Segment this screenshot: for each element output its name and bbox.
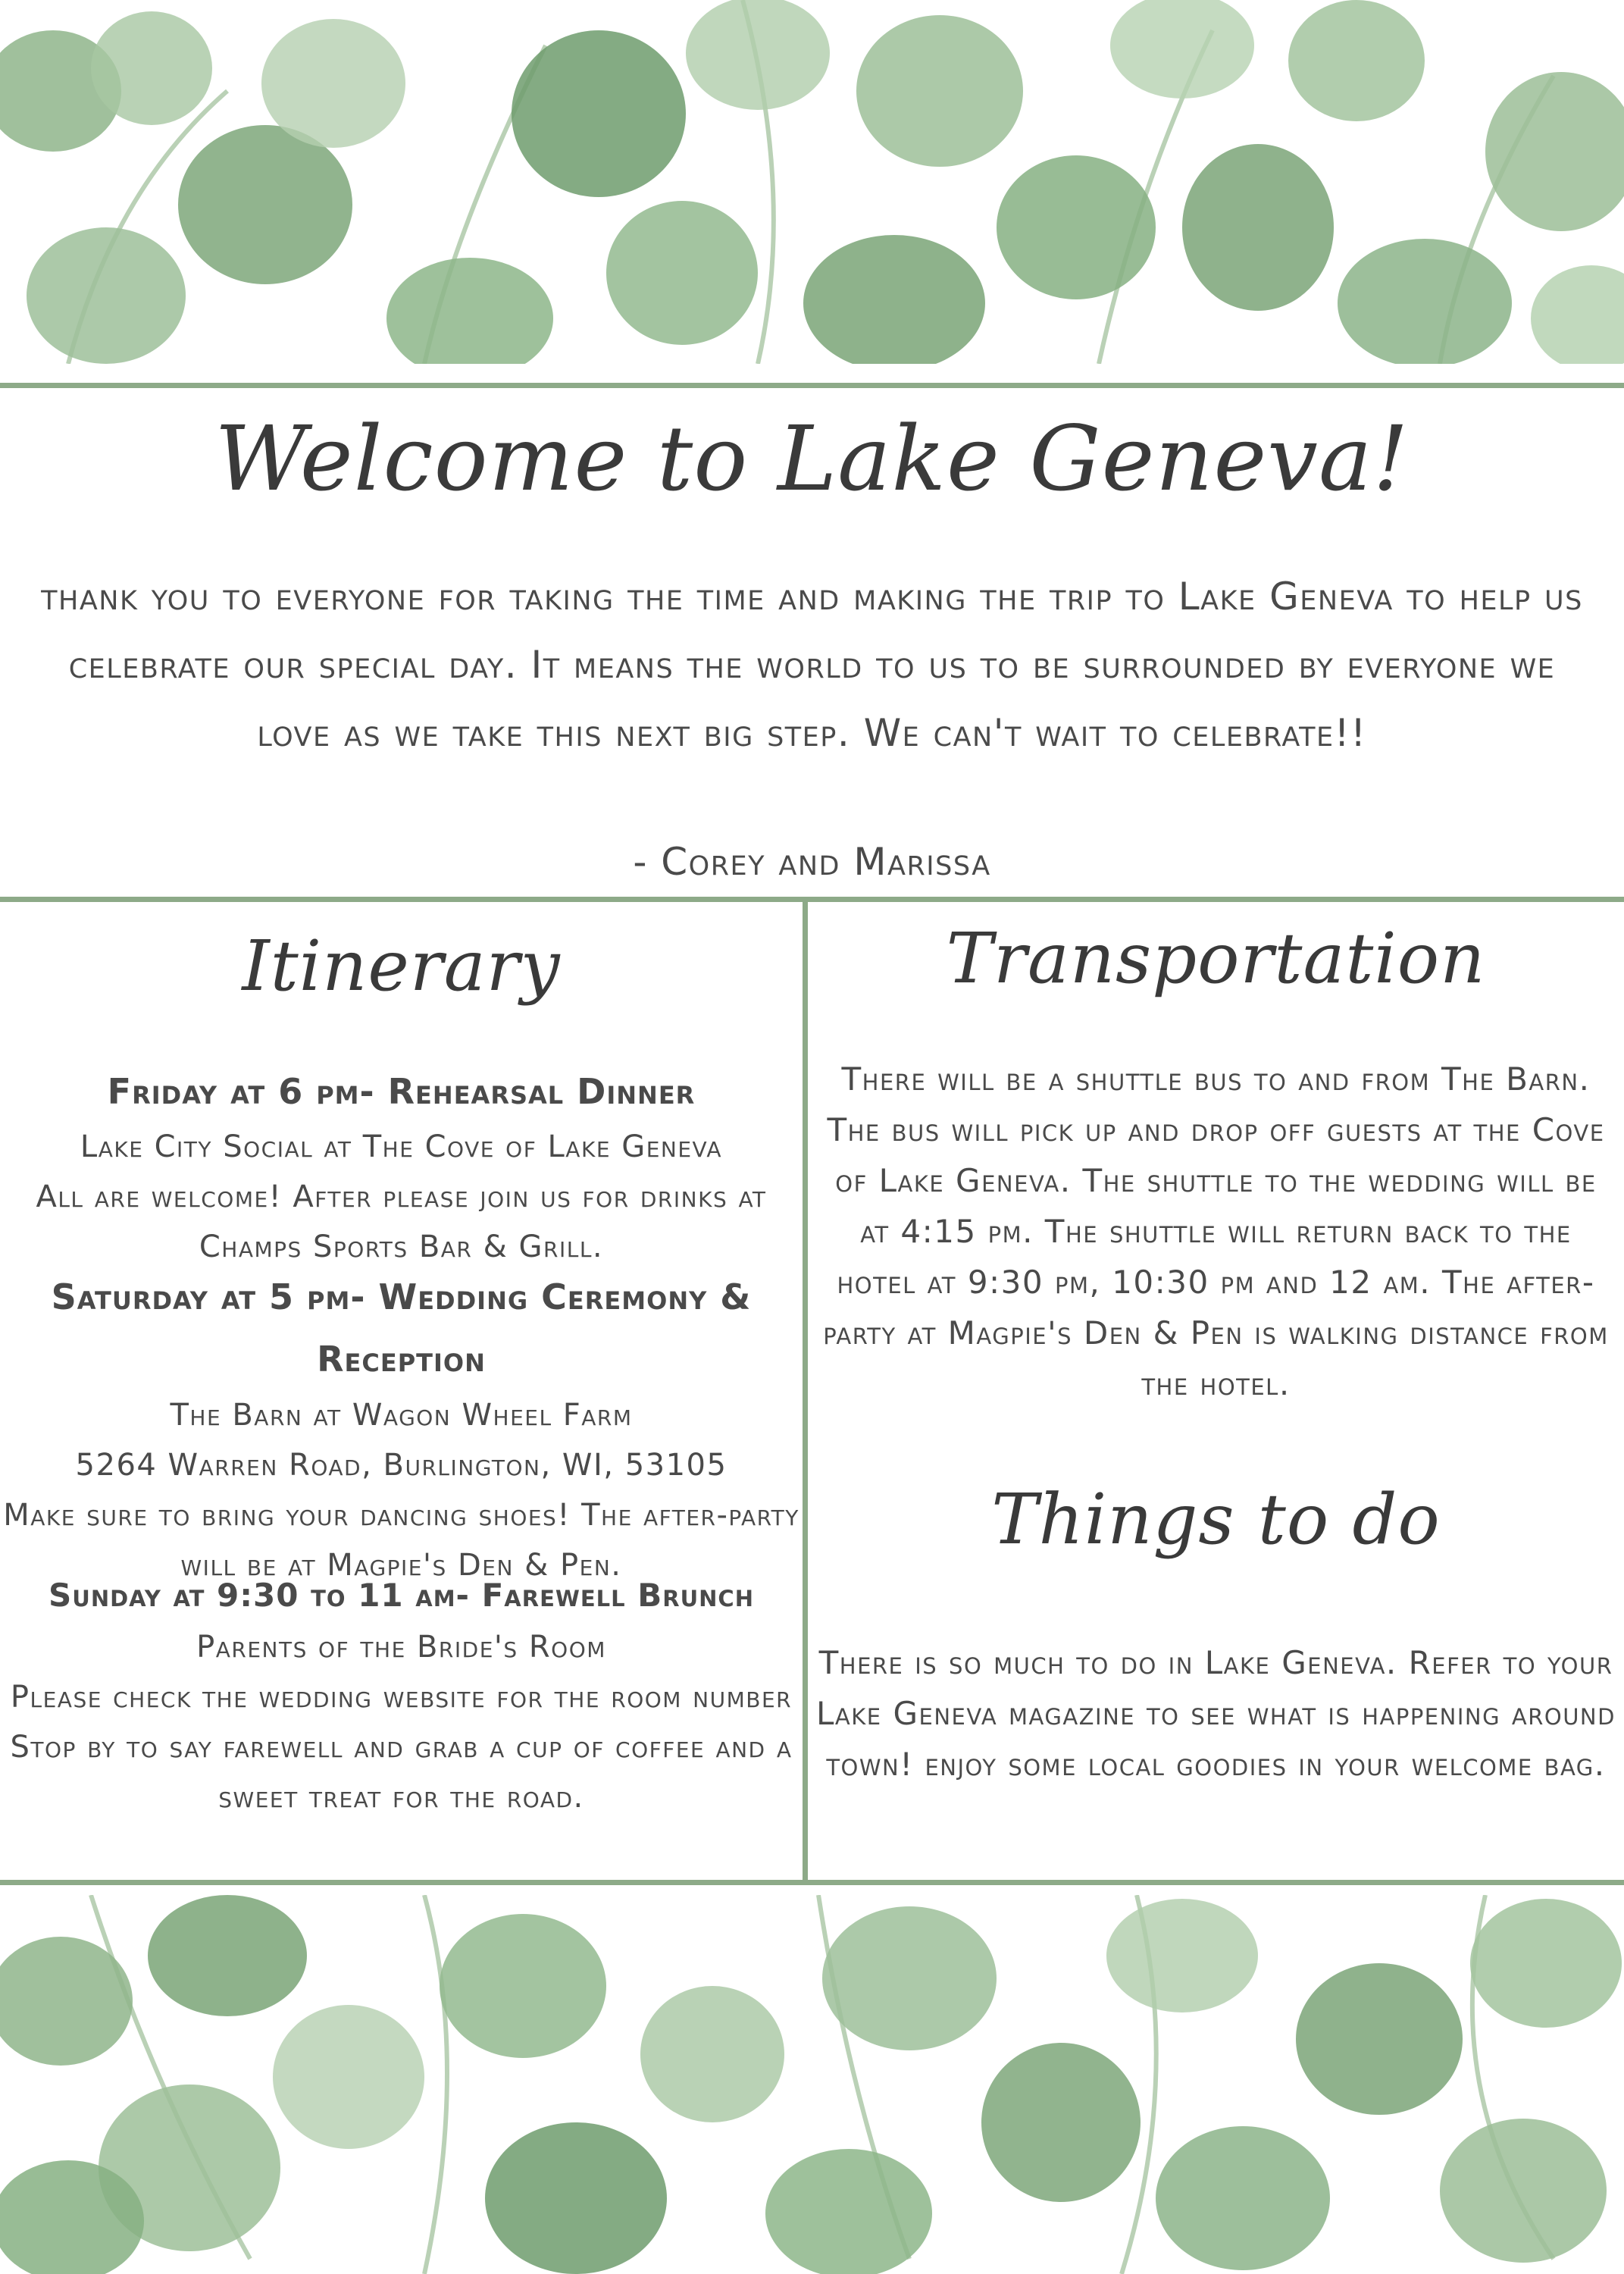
welcome-message: thank you to everyone for taking the time and making the trip to Lake Geneva to help us celebrate our special day. It means the world to us to be surrounded by everyone we love as we take this next big step. We can't wait to celebrate!! xyxy=(41,575,1583,755)
welcome-signature: - Corey and Marissa xyxy=(633,840,991,884)
event-saturday xyxy=(0,1266,803,1590)
event-friday xyxy=(0,1061,803,1272)
divider-middle xyxy=(0,897,1624,902)
itinerary-section xyxy=(0,902,803,1880)
itinerary-heading: Itinerary xyxy=(242,926,561,1007)
eucalyptus-leaves-bottom xyxy=(0,1895,1624,2274)
event-sunday xyxy=(0,1569,803,1822)
event-title: Saturday at 5 pm- Wedding Ceremony & Reception xyxy=(51,1276,752,1380)
transportation-heading: Transportation xyxy=(946,918,1486,999)
leaf-pattern-top xyxy=(0,0,1624,364)
things-to-do-text: There is so much to do in Lake Geneva. Refer to your Lake Geneva magazine to see what is happening around town! enjoy some local goodies in your welcome bag. xyxy=(816,1644,1616,1783)
event-detail: Parents of the Bride's Room xyxy=(196,1630,606,1665)
event-detail: 5264 Warren Road, Burlington, WI, 53105 xyxy=(75,1448,728,1483)
things-to-do-heading: Things to do xyxy=(991,1479,1441,1560)
event-detail: Lake City Social at The Cove of Lake Geneva xyxy=(80,1129,723,1164)
eucalyptus-leaves-top xyxy=(0,0,1624,364)
event-detail: The Barn at Wagon Wheel Farm xyxy=(170,1398,633,1433)
column-divider xyxy=(803,899,808,1882)
event-title: Friday at 6 pm- Rehearsal Dinner xyxy=(107,1071,696,1112)
leaf-pattern-bottom xyxy=(0,1895,1624,2274)
welcome-section xyxy=(0,388,1624,897)
info-section xyxy=(808,902,1624,1880)
event-detail: Stop by to say farewell and grab a cup of coffee and a sweet treat for the road. xyxy=(10,1730,793,1815)
divider-bottom xyxy=(0,1880,1624,1885)
divider-top xyxy=(0,383,1624,388)
event-detail: Please check the wedding website for the room number xyxy=(10,1680,793,1715)
welcome-title: Welcome to Lake Geneva! xyxy=(214,406,1410,511)
event-title: Sunday at 9:30 to 11 am- Farewell Brunch xyxy=(49,1577,754,1614)
event-detail: Make sure to bring your dancing shoes! The after-party will be at Magpie's Den & Pen. xyxy=(3,1498,799,1583)
transportation-text: There will be a shuttle bus to and from The Barn. The bus will pick up and drop off guests at the Cove of Lake Geneva. The shuttle to the wedding will be at 4:15 pm. The shuttle will return back to the hotel at 9:30 pm, 10:30 pm and 12 am. The after-party at Magpie's Den & Pen is walking distance from the hotel. xyxy=(823,1060,1609,1402)
event-detail: All are welcome! After please join us for drinks at Champs Sports Bar & Grill. xyxy=(36,1179,767,1264)
